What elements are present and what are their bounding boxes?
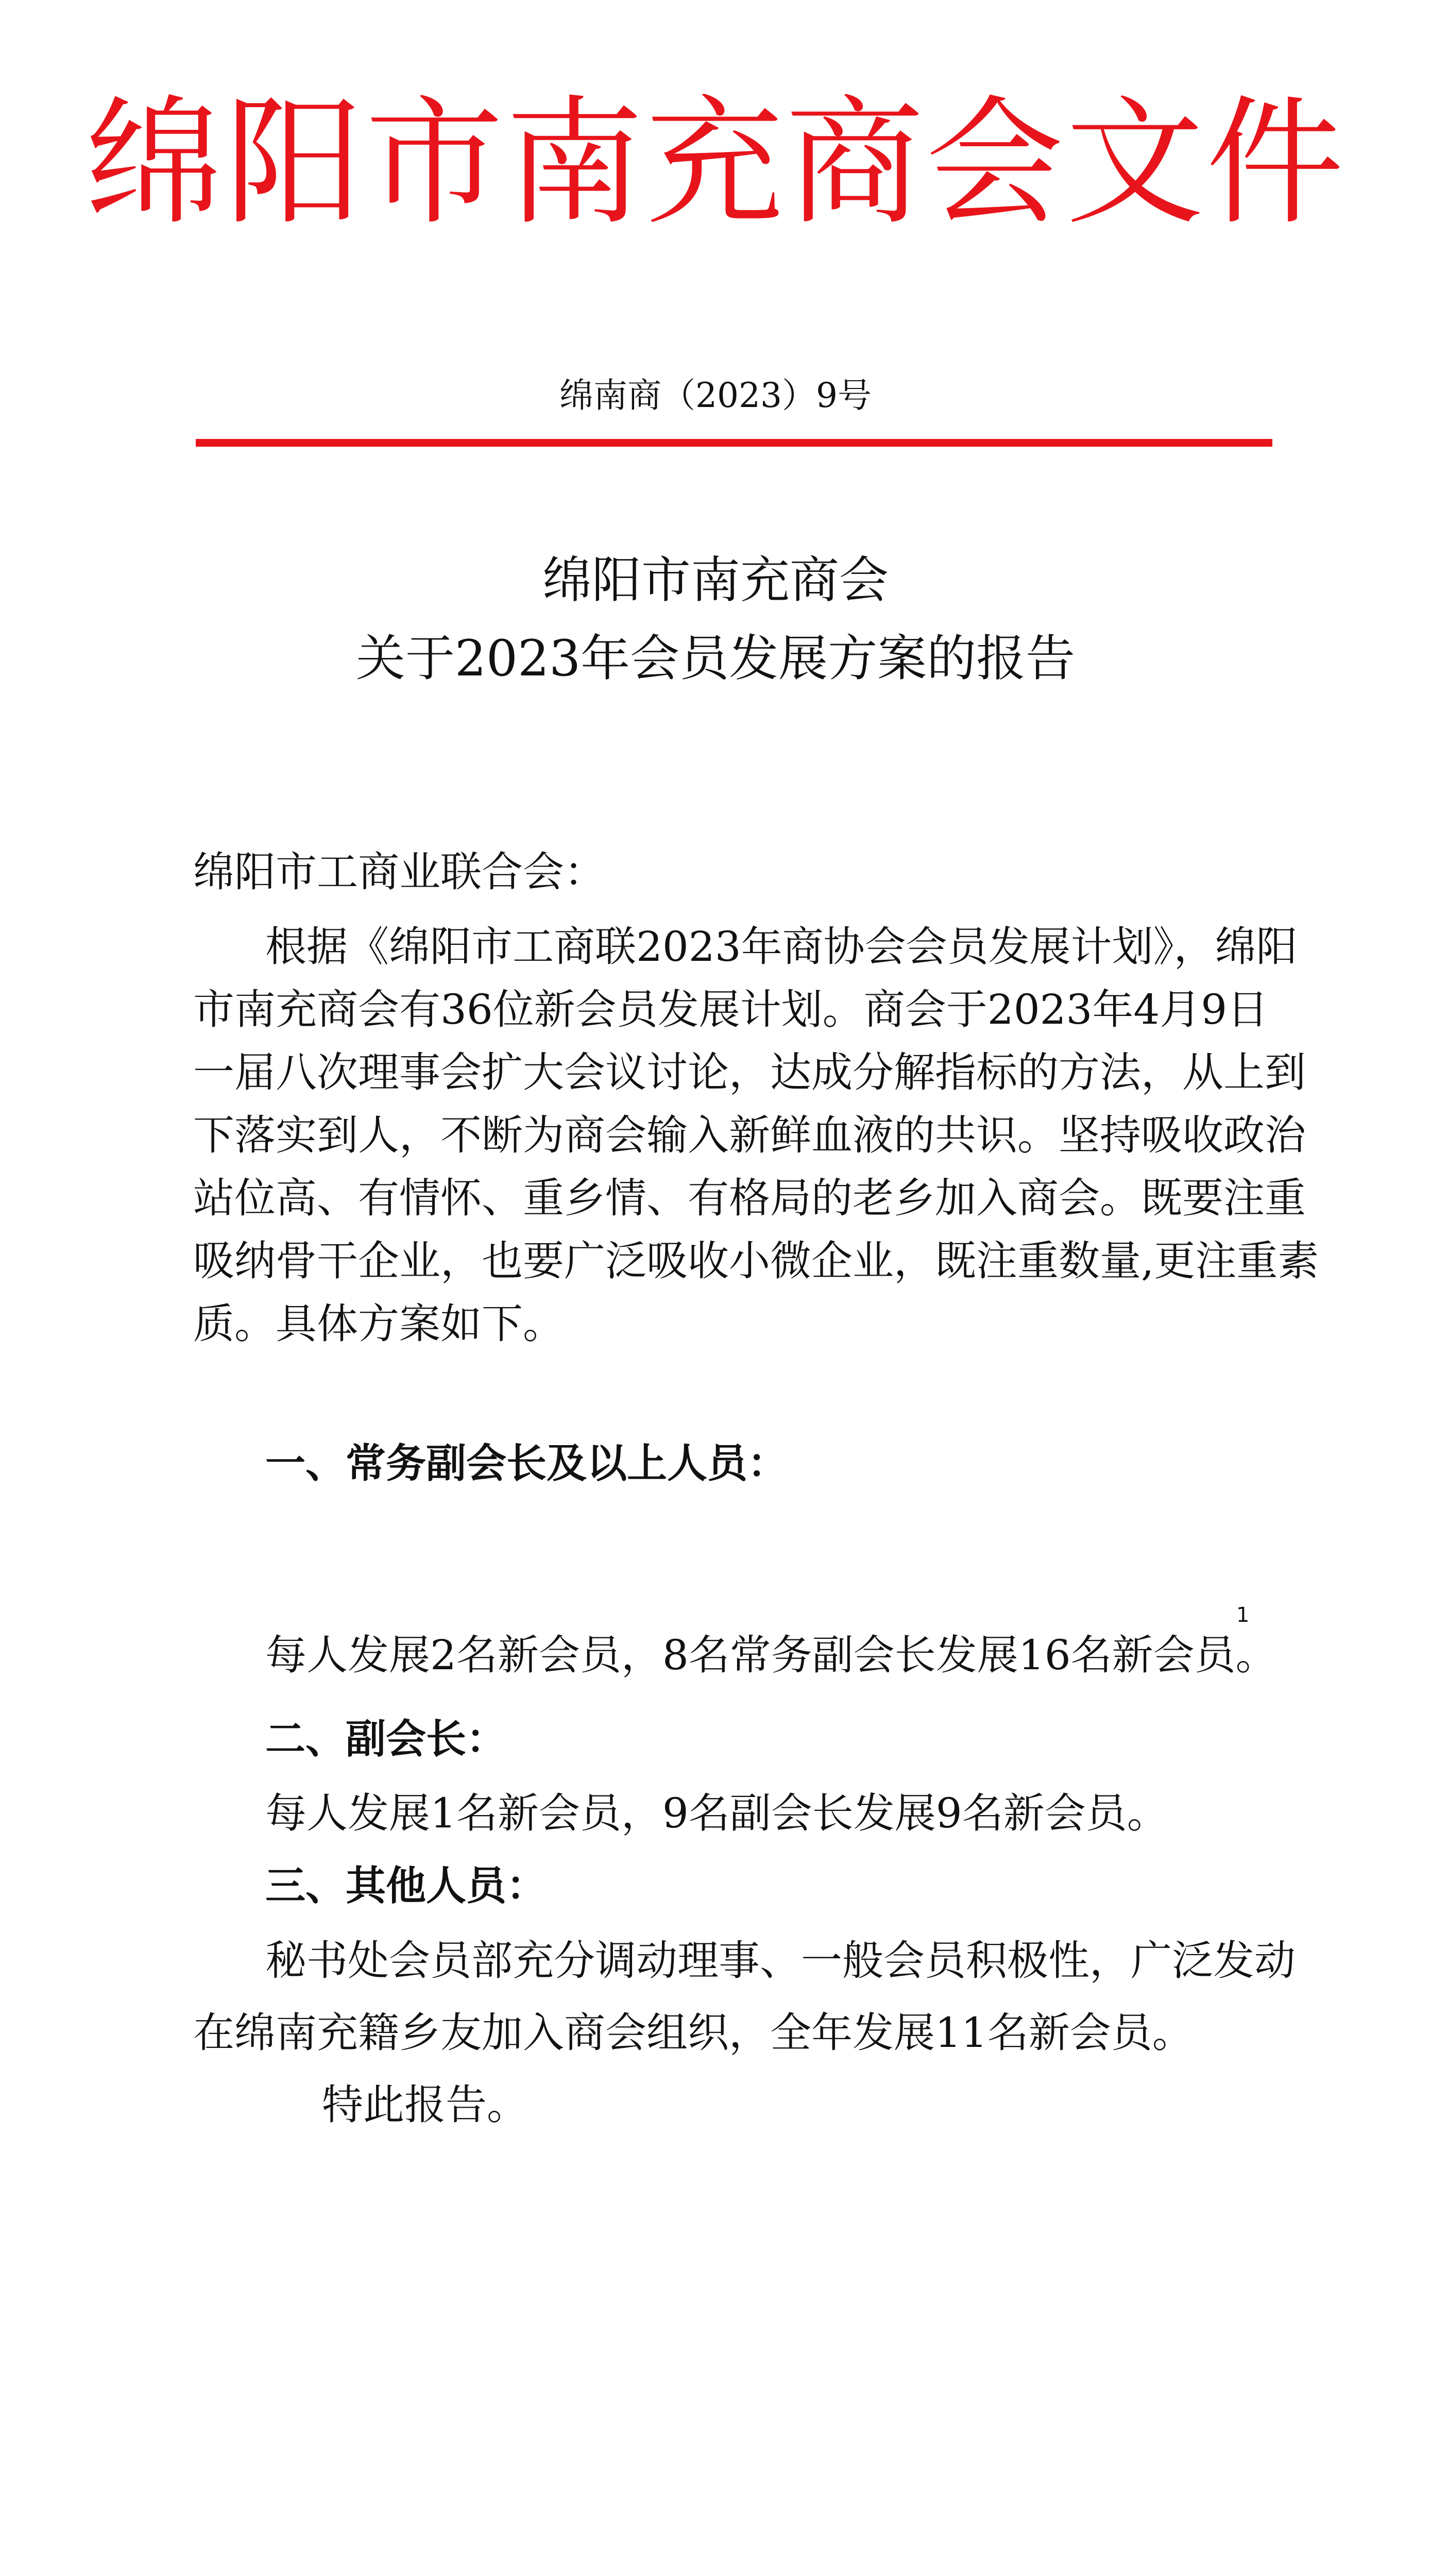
- section-3-line-1: 秘书处会员部充分调动理事、一般会员积极性，广泛发动: [265, 1937, 1296, 1985]
- report-title-line-2: 关于2023年会员发展方案的报告: [355, 630, 1076, 687]
- intro-line-5: 站位高、有情怀、重乡情、有格局的老乡加入商会。既要注重: [193, 1174, 1306, 1222]
- section-1-text: 每人发展2名新会员，8名常务副会长发展16名新会员。: [265, 1631, 1277, 1679]
- section-3-heading: 三、其他人员：: [265, 1863, 547, 1909]
- intro-line-7: 质。具体方案如下。: [193, 1300, 564, 1348]
- masthead-title: 绵阳市南充商会文件: [85, 83, 1346, 244]
- red-divider: [196, 439, 1272, 447]
- closing-line: 特此报告。: [322, 2081, 528, 2129]
- document-number: 绵南商（2023）9号: [559, 376, 872, 415]
- intro-line-2: 市南充商会有36位新会员发展计划。商会于2023年4月9日: [193, 986, 1269, 1033]
- intro-line-6: 吸纳骨干企业，也要广泛吸收小微企业，既注重数量,更注重素: [193, 1237, 1319, 1285]
- page-number-1: 1: [1236, 1603, 1250, 1627]
- section-1-heading: 一、常务副会长及以上人员：: [265, 1440, 788, 1487]
- report-title: [0, 541, 1431, 698]
- intro-line-3: 一届八次理事会扩大会议讨论，达成分解指标的方法，从上到: [193, 1048, 1306, 1096]
- section-2-heading: 二、副会长：: [265, 1716, 507, 1762]
- section-2-text: 每人发展1名新会员，9名副会长发展9名新会员。: [265, 1789, 1168, 1837]
- section-3-line-2: 在绵南充籍乡友加入商会组织，全年发展11名新会员。: [193, 2009, 1194, 2057]
- report-title-line-1: 绵阳市南充商会: [542, 551, 889, 609]
- intro-line-1: 根据《绵阳市工商联2023年商协会会员发展计划》，绵阳: [265, 923, 1298, 971]
- salutation: 绵阳市工商业联合会：: [193, 848, 605, 896]
- intro-line-4: 下落实到人，不断为商会输入新鲜血液的共识。坚持吸收政治: [193, 1111, 1306, 1159]
